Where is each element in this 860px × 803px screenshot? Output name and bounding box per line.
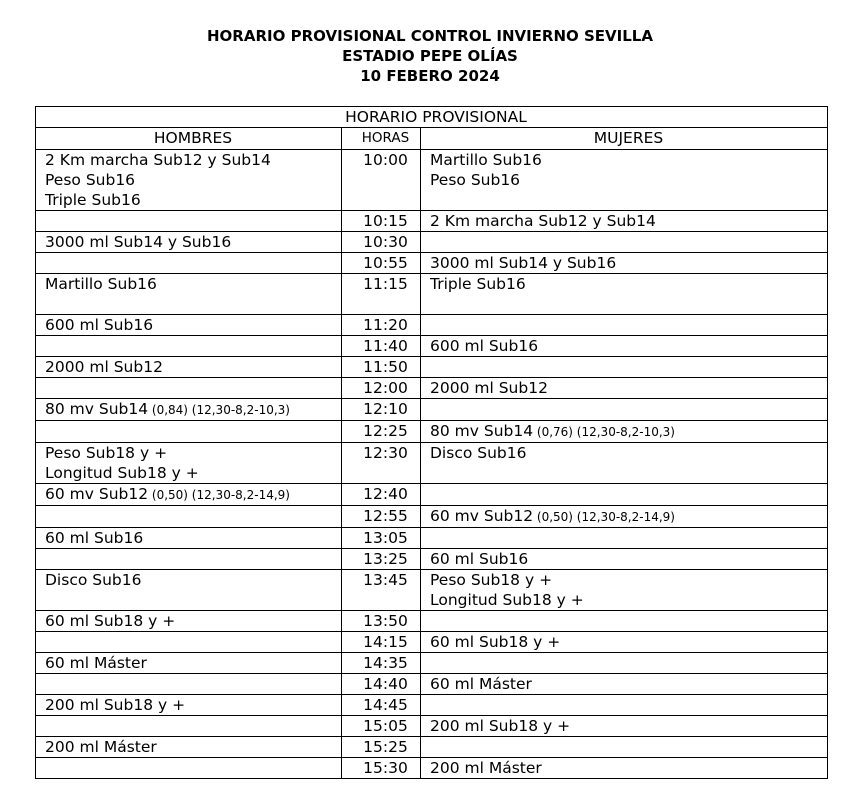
men-cell bbox=[36, 716, 342, 737]
men-event: Triple Sub16 bbox=[45, 191, 141, 209]
men-event: 80 mv Sub14 (0,84) (12,30-8,2-10,3) bbox=[45, 400, 290, 418]
women-event: 3000 ml Sub14 y Sub16 bbox=[430, 254, 617, 272]
men-cell bbox=[36, 357, 342, 378]
table-row bbox=[36, 399, 828, 421]
women-event: 60 mv Sub12 (0,50) (12,30-8,2-14,9) bbox=[430, 507, 675, 525]
men-cell bbox=[36, 315, 342, 336]
table-row bbox=[36, 253, 828, 274]
women-cell bbox=[421, 674, 828, 695]
table-row bbox=[36, 758, 828, 779]
table-row bbox=[36, 378, 828, 399]
women-event-note: (0,76) (12,30-8,2-10,3) bbox=[533, 425, 675, 439]
women-cell bbox=[421, 570, 828, 611]
time-cell: 12:00 bbox=[342, 378, 421, 399]
table-row bbox=[36, 336, 828, 357]
women-cell bbox=[421, 211, 828, 232]
table-row bbox=[36, 484, 828, 506]
venue-title: ESTADIO PEPE OLÍAS bbox=[342, 47, 518, 65]
time-cell: 10:15 bbox=[342, 211, 421, 232]
column-header-row bbox=[36, 128, 828, 150]
men-event-note: (0,50) (12,30-8,2-14,9) bbox=[148, 488, 290, 502]
table-row bbox=[36, 443, 828, 484]
time-cell: 13:05 bbox=[342, 528, 421, 549]
time-cell: 14:45 bbox=[342, 695, 421, 716]
time-cell: 11:50 bbox=[342, 357, 421, 378]
time-cell: 15:05 bbox=[342, 716, 421, 737]
men-cell bbox=[36, 336, 342, 357]
men-cell bbox=[36, 506, 342, 528]
table-row bbox=[36, 611, 828, 632]
men-cell bbox=[36, 570, 342, 611]
men-cell bbox=[36, 549, 342, 570]
table-row bbox=[36, 232, 828, 253]
men-event: 2000 ml Sub12 bbox=[45, 358, 163, 376]
women-cell bbox=[421, 528, 828, 549]
table-row bbox=[36, 674, 828, 695]
men-event: Longitud Sub18 y + bbox=[45, 464, 199, 482]
women-event: Longitud Sub18 y + bbox=[430, 591, 584, 609]
women-event: 60 ml Sub18 y + bbox=[430, 633, 561, 651]
table-caption: HORARIO PROVISIONAL bbox=[36, 107, 828, 128]
women-cell bbox=[421, 357, 828, 378]
table-row bbox=[36, 695, 828, 716]
time-cell: 12:25 bbox=[342, 421, 421, 443]
women-cell bbox=[421, 315, 828, 336]
table-row bbox=[36, 357, 828, 378]
men-event: 200 ml Sub18 y + bbox=[45, 696, 186, 714]
women-event: 600 ml Sub16 bbox=[430, 337, 539, 355]
table-row bbox=[36, 570, 828, 611]
men-cell bbox=[36, 758, 342, 779]
men-cell bbox=[36, 737, 342, 758]
women-cell bbox=[421, 399, 828, 421]
men-cell bbox=[36, 232, 342, 253]
time-cell: 11:40 bbox=[342, 336, 421, 357]
time-cell: 11:15 bbox=[342, 274, 421, 315]
time-cell: 10:30 bbox=[342, 232, 421, 253]
men-event: 3000 ml Sub14 y Sub16 bbox=[45, 233, 232, 251]
column-header-women: MUJERES bbox=[421, 128, 828, 150]
time-cell: 12:30 bbox=[342, 443, 421, 484]
time-cell: 14:15 bbox=[342, 632, 421, 653]
men-cell bbox=[36, 611, 342, 632]
women-cell bbox=[421, 336, 828, 357]
men-cell bbox=[36, 653, 342, 674]
women-event: Martillo Sub16 bbox=[430, 151, 542, 169]
table-row bbox=[36, 150, 828, 211]
women-event: 200 ml Máster bbox=[430, 759, 542, 777]
men-event: Peso Sub16 bbox=[45, 171, 136, 189]
table-row bbox=[36, 716, 828, 737]
document-title: HORARIO PROVISIONAL CONTROL INVIERNO SEVILLA bbox=[207, 27, 653, 45]
women-cell bbox=[421, 421, 828, 443]
women-cell bbox=[421, 253, 828, 274]
men-cell bbox=[36, 674, 342, 695]
table-row bbox=[36, 737, 828, 758]
time-cell: 13:50 bbox=[342, 611, 421, 632]
women-cell bbox=[421, 632, 828, 653]
table-row bbox=[36, 549, 828, 570]
men-event: 2 Km marcha Sub12 y Sub14 bbox=[45, 151, 271, 169]
time-cell: 11:20 bbox=[342, 315, 421, 336]
women-event: Peso Sub16 bbox=[430, 171, 521, 189]
men-event: Disco Sub16 bbox=[45, 571, 142, 589]
men-cell bbox=[36, 632, 342, 653]
women-event: 2000 ml Sub12 bbox=[430, 379, 548, 397]
women-event: 200 ml Sub18 y + bbox=[430, 717, 571, 735]
women-cell bbox=[421, 716, 828, 737]
women-cell bbox=[421, 549, 828, 570]
women-event-note: (0,50) (12,30-8,2-14,9) bbox=[533, 510, 675, 524]
women-cell bbox=[421, 232, 828, 253]
time-cell: 12:55 bbox=[342, 506, 421, 528]
men-event: 60 ml Sub18 y + bbox=[45, 612, 176, 630]
men-event: 200 ml Máster bbox=[45, 738, 157, 756]
women-cell bbox=[421, 378, 828, 399]
women-event: 60 ml Máster bbox=[430, 675, 532, 693]
women-cell bbox=[421, 737, 828, 758]
women-cell bbox=[421, 653, 828, 674]
men-cell bbox=[36, 695, 342, 716]
time-cell: 15:30 bbox=[342, 758, 421, 779]
women-cell bbox=[421, 506, 828, 528]
women-event: Peso Sub18 y + bbox=[430, 571, 553, 589]
men-cell bbox=[36, 274, 342, 315]
men-cell bbox=[36, 484, 342, 506]
women-cell bbox=[421, 611, 828, 632]
time-cell: 14:40 bbox=[342, 674, 421, 695]
time-cell: 12:10 bbox=[342, 399, 421, 421]
column-header-men: HOMBRES bbox=[36, 128, 342, 150]
men-cell bbox=[36, 421, 342, 443]
time-cell: 15:25 bbox=[342, 737, 421, 758]
table-row bbox=[36, 315, 828, 336]
men-event: 60 ml Sub16 bbox=[45, 529, 144, 547]
men-event: 60 ml Máster bbox=[45, 654, 147, 672]
men-event: Martillo Sub16 bbox=[45, 275, 157, 293]
men-cell bbox=[36, 211, 342, 232]
women-cell bbox=[421, 274, 828, 315]
women-cell bbox=[421, 758, 828, 779]
men-event-note: (0,84) (12,30-8,2-10,3) bbox=[148, 403, 290, 417]
women-event: Disco Sub16 bbox=[430, 444, 527, 462]
table-row bbox=[36, 211, 828, 232]
men-cell bbox=[36, 253, 342, 274]
women-event: 2 Km marcha Sub12 y Sub14 bbox=[430, 212, 656, 230]
time-cell: 14:35 bbox=[342, 653, 421, 674]
women-event: Triple Sub16 bbox=[430, 275, 526, 293]
women-cell bbox=[421, 695, 828, 716]
women-cell bbox=[421, 484, 828, 506]
column-header-hours: HORAS bbox=[342, 128, 421, 150]
time-cell: 13:45 bbox=[342, 570, 421, 611]
table-row bbox=[36, 653, 828, 674]
men-cell bbox=[36, 399, 342, 421]
women-event: 80 mv Sub14 (0,76) (12,30-8,2-10,3) bbox=[430, 422, 675, 440]
table-row bbox=[36, 632, 828, 653]
men-cell bbox=[36, 378, 342, 399]
women-cell bbox=[421, 443, 828, 484]
time-cell: 10:55 bbox=[342, 253, 421, 274]
table-row bbox=[36, 528, 828, 549]
time-cell: 13:25 bbox=[342, 549, 421, 570]
women-cell bbox=[421, 150, 828, 211]
table-row bbox=[36, 506, 828, 528]
time-cell: 12:40 bbox=[342, 484, 421, 506]
time-cell: 10:00 bbox=[342, 150, 421, 211]
table-caption-row bbox=[36, 107, 828, 128]
men-event: 600 ml Sub16 bbox=[45, 316, 154, 334]
men-cell bbox=[36, 443, 342, 484]
men-event: Peso Sub18 y + bbox=[45, 444, 168, 462]
date-title: 10 FEBERO 2024 bbox=[360, 67, 500, 85]
table-row bbox=[36, 421, 828, 443]
men-cell bbox=[36, 528, 342, 549]
men-cell bbox=[36, 150, 342, 211]
table-row bbox=[36, 274, 828, 315]
men-event: 60 mv Sub12 (0,50) (12,30-8,2-14,9) bbox=[45, 485, 290, 503]
women-event: 60 ml Sub16 bbox=[430, 550, 529, 568]
schedule-table bbox=[35, 106, 828, 779]
